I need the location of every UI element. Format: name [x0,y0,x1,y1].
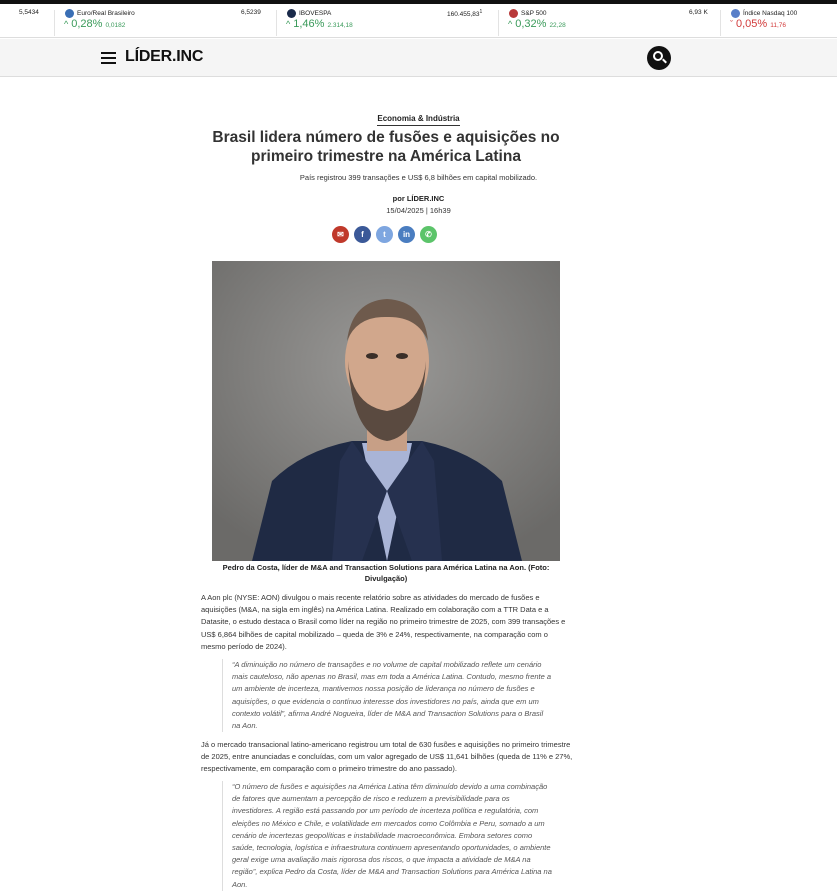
ticker-abs: 22,28 [549,22,566,29]
article-category [0,108,837,126]
arrow-up-icon: ^ [64,19,69,29]
ticker-value: 6,5239 [241,9,261,16]
site-header [0,39,837,77]
search-icon[interactable] [647,46,671,70]
ticker-abs: 11,76 [770,22,786,29]
site-logo[interactable]: LÍDER.INC [125,48,204,65]
euro-flag-icon [65,9,74,18]
facebook-icon[interactable]: f [354,226,371,243]
article-paragraph: A Aon plc (NYSE: AON) divulgou o mais recente relatório sobre as atividades do mercado de fusões e aquisições (M&A, na sigla em inglês) na América Latina. Realizado em colaboração com a TTR Data e a Datasite, o estudo destaca o Brasil como líder na região no primeiro trimestre de 2025, com 399 transações e US$ 6,864 bilhões de capital mobilizado – queda de 3% e 24%, respectivamente, na comparação com o mesmo período de 2024). [201,593,566,651]
ticker-name-label: Euro/Real Brasileiro [77,10,135,17]
ticker-item-euro[interactable] [55,4,275,38]
ticker-value-sup: 1 [479,9,483,15]
share-buttons [332,226,437,244]
hamburger-menu-icon[interactable] [101,52,116,64]
ticker-pct: 0,32% [515,18,547,30]
ticker-value-number: 160.455,83 [447,11,480,19]
ticker-abs: 2.314,18 [327,22,353,29]
article-subtitle: País registrou 399 transações e US$ 6,8 bilhões em capital mobilizado. [299,173,538,182]
chevron-down-icon: ˇ [730,19,733,29]
ticker-change [730,18,786,30]
ticker-value: 6,93 K [689,9,708,16]
article-quote: “A diminuição no número de transações e no volume de capital mobilizado reflete um cenário mais cauteloso, não apenas no Brasil, mas em toda a América Latina. Contudo, mesmo frente a um ambiente de incerteza, mantivemos nossa posição de liderança no número de fusões e aquisições, o que evidencia o contínuo interesse dos investidores no país, ainda que em um contexto volátil”, afirma André Nogueira, líder de M&A and Transaction Solutions para o Brasil na Aon. [222,659,552,732]
ticker-pct: 0,05% [736,18,768,30]
ticker-name-label: Índice Nasdaq 100 [743,10,798,17]
ticker-item-ibovespa[interactable] [277,4,498,38]
article-byline: por LÍDER.INC [392,194,445,203]
whatsapp-icon[interactable]: ✆ [420,226,437,243]
ticker-value [447,9,482,18]
twitter-icon[interactable]: t [376,226,393,243]
ticker-name [65,9,135,18]
ticker-name-label: IBOVESPA [299,10,332,17]
ticker-pct: 1,46% [293,18,325,30]
article-date: 15/04/2025 | 16h39 [386,206,451,215]
article-title: Brasil lidera número de fusões e aquisições no primeiro trimestre na América Latina [212,129,560,165]
ticker-name-label: S&P 500 [521,10,547,17]
portrait-illustration [212,261,560,561]
ticker-item-nasdaq[interactable] [721,4,837,38]
article-paragraph: Já o mercado transacional latino-americano registrou um total de 630 fusões e aquisições no primeiro trimestre de 2025, entre anunciadas e concluídas, com um valor agregado de US$ 11,641 bilhões (queda de 11% e 27%, respectivamente, em comparação com o primeiro trimestre do ano passado). [201,740,573,774]
category-link[interactable]: Economia & Indústria [377,114,459,126]
article-quote: “O número de fusões e aquisições na América Latina têm diminuído devido a uma combinação de fatores que aumentam a percepção de risco e reduzem a previsibilidade para os investidores. A região está passando por um período de incerteza política e regulatória, com eleições no México e Chile, e volatilidade em mercados como Colômbia e Peru, somado a um cenário de incertezas geopolíticas e instabilidade macroeconômica. Embora setores como saúde, tecnologia, logística e infraestrutura continuem apresentando oportunidades, o ambiente geral exige uma avaliação mais rigorosa dos riscos, o que impacta a atividade de M&A na região”, explica Pedro da Costa, líder de M&A and Transaction Solutions para América Latina na Aon. [222,781,552,891]
ticker-change [286,18,353,30]
ticker-name [509,9,547,18]
ticker-name [287,9,331,18]
linkedin-icon[interactable]: in [398,226,415,243]
ibovespa-logo-icon [287,9,296,18]
ticker-abs: 0,0182 [105,22,126,29]
article-photo [212,261,560,561]
arrow-up-icon: ^ [286,19,291,29]
ticker-item-sp500[interactable] [499,4,719,38]
nasdaq-logo-icon [731,9,740,18]
market-ticker [0,4,837,38]
email-icon[interactable]: ✉ [332,226,349,243]
ticker-change [64,18,125,30]
photo-caption: Pedro da Costa, líder de M&A and Transaction Solutions para América Latina na Aon. (Foto: Divulgação) [222,563,550,583]
sp500-logo-icon [509,9,518,18]
ticker-change [508,18,566,30]
ticker-value: 5,5434 [19,9,39,16]
ticker-pct: 0,28% [71,18,103,30]
arrow-up-icon: ^ [508,19,513,29]
ticker-item-dolar[interactable] [0,4,54,38]
ticker-name [731,9,797,18]
